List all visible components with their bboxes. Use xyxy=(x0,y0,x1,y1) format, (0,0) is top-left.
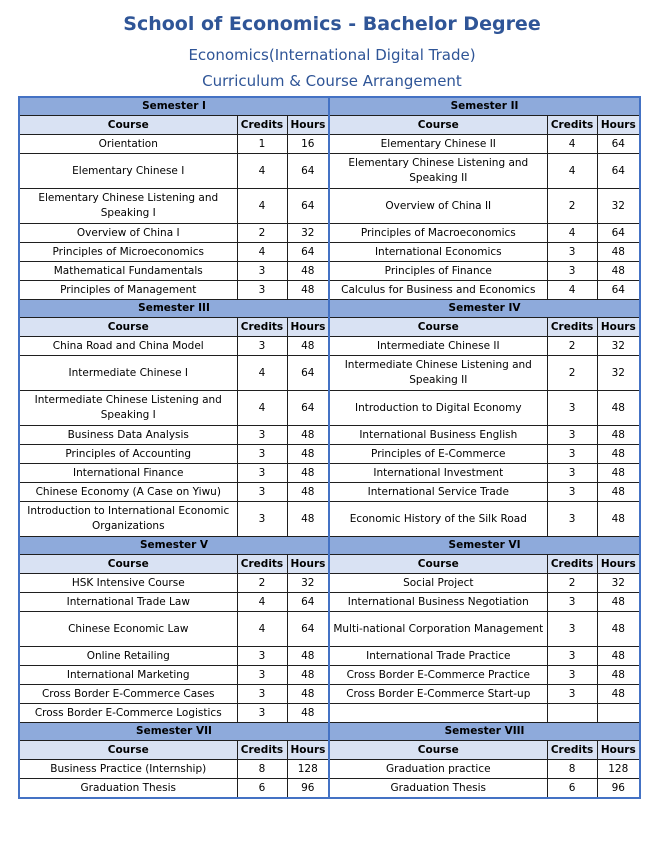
semester-title: Semester I xyxy=(19,97,329,116)
course-cell: International Trade Practice xyxy=(329,647,547,666)
course-cell: Principles of E-Commerce xyxy=(329,445,547,464)
column-header-row xyxy=(19,741,640,760)
credits-cell: 3 xyxy=(547,612,597,647)
course-cell: HSK Intensive Course xyxy=(19,574,237,593)
hours-cell: 64 xyxy=(287,593,329,612)
table-row xyxy=(19,483,640,502)
course-cell: Calculus for Business and Economics xyxy=(329,281,547,300)
semester-title: Semester IV xyxy=(329,300,640,318)
table-row xyxy=(19,154,640,189)
credits-cell: 3 xyxy=(547,593,597,612)
course-cell: Mathematical Fundamentals xyxy=(19,262,237,281)
hours-cell: 64 xyxy=(597,281,640,300)
credits-cell: 3 xyxy=(547,666,597,685)
course-cell: Cross Border E-Commerce Start-up xyxy=(329,685,547,704)
credits-cell: 3 xyxy=(547,391,597,426)
course-column-header: Course xyxy=(19,741,237,760)
hours-cell: 48 xyxy=(287,445,329,464)
table-row xyxy=(19,685,640,704)
course-cell: International Investment xyxy=(329,464,547,483)
table-row xyxy=(19,391,640,426)
hours-cell: 64 xyxy=(287,612,329,647)
table-row xyxy=(19,704,640,723)
hours-cell: 64 xyxy=(287,243,329,262)
hours-cell: 48 xyxy=(597,647,640,666)
course-cell: Business Data Analysis xyxy=(19,426,237,445)
semester-header-row xyxy=(19,723,640,741)
hours-cell: 96 xyxy=(287,779,329,799)
course-column-header: Course xyxy=(329,318,547,337)
course-cell xyxy=(329,704,547,723)
course-cell: Chinese Economic Law xyxy=(19,612,237,647)
course-cell: Economic History of the Silk Road xyxy=(329,502,547,537)
credits-cell: 3 xyxy=(237,502,287,537)
hours-cell: 48 xyxy=(287,685,329,704)
hours-cell: 96 xyxy=(597,779,640,799)
course-cell: Intermediate Chinese Listening and Speaking II xyxy=(329,356,547,391)
hours-column-header: Hours xyxy=(597,116,640,135)
course-column-header: Course xyxy=(19,116,237,135)
course-cell: Intermediate Chinese Listening and Speaking I xyxy=(19,391,237,426)
credits-cell: 3 xyxy=(547,685,597,704)
course-cell: Elementary Chinese Listening and Speaking II xyxy=(329,154,547,189)
column-header-row xyxy=(19,555,640,574)
credits-cell: 4 xyxy=(237,154,287,189)
course-cell: Introduction to International Economic Organizations xyxy=(19,502,237,537)
course-cell: Principles of Microeconomics xyxy=(19,243,237,262)
column-header-row xyxy=(19,116,640,135)
hours-cell: 64 xyxy=(287,391,329,426)
credits-cell: 3 xyxy=(547,502,597,537)
credits-cell: 4 xyxy=(237,189,287,224)
hours-cell: 48 xyxy=(597,666,640,685)
hours-column-header: Hours xyxy=(287,741,329,760)
hours-cell: 64 xyxy=(597,224,640,243)
course-cell: Chinese Economy (A Case on Yiwu) xyxy=(19,483,237,502)
hours-cell: 48 xyxy=(597,426,640,445)
course-cell: Graduation practice xyxy=(329,760,547,779)
course-cell: International Business English xyxy=(329,426,547,445)
credits-cell: 4 xyxy=(547,135,597,154)
course-column-header: Course xyxy=(329,741,547,760)
course-cell: Elementary Chinese I xyxy=(19,154,237,189)
hours-cell: 48 xyxy=(287,464,329,483)
hours-cell: 48 xyxy=(597,243,640,262)
hours-cell: 48 xyxy=(287,426,329,445)
hours-cell: 64 xyxy=(287,189,329,224)
semester-title: Semester V xyxy=(19,537,329,555)
hours-cell: 48 xyxy=(597,445,640,464)
hours-cell: 16 xyxy=(287,135,329,154)
credits-cell: 3 xyxy=(237,445,287,464)
course-cell: Elementary Chinese Listening and Speaking I xyxy=(19,189,237,224)
course-column-header: Course xyxy=(329,116,547,135)
hours-cell: 48 xyxy=(287,502,329,537)
credits-cell: 3 xyxy=(237,666,287,685)
credits-cell: 3 xyxy=(237,262,287,281)
hours-cell: 48 xyxy=(287,647,329,666)
credits-cell: 3 xyxy=(547,445,597,464)
hours-cell xyxy=(597,704,640,723)
table-row xyxy=(19,445,640,464)
semester-title: Semester VII xyxy=(19,723,329,741)
course-cell: International Finance xyxy=(19,464,237,483)
credits-cell: 3 xyxy=(237,685,287,704)
hours-cell: 64 xyxy=(287,154,329,189)
credits-cell: 4 xyxy=(547,224,597,243)
credits-cell xyxy=(547,704,597,723)
credits-cell: 4 xyxy=(237,356,287,391)
page-subtitle: Curriculum & Course Arrangement xyxy=(202,72,462,90)
hours-column-header: Hours xyxy=(597,555,640,574)
hours-cell: 32 xyxy=(287,574,329,593)
course-cell: Introduction to Digital Economy xyxy=(329,391,547,426)
column-header-row xyxy=(19,318,640,337)
credits-cell: 4 xyxy=(237,243,287,262)
hours-column-header: Hours xyxy=(287,318,329,337)
credits-column-header: Credits xyxy=(237,318,287,337)
course-cell: International Trade Law xyxy=(19,593,237,612)
credits-cell: 4 xyxy=(547,154,597,189)
credits-column-header: Credits xyxy=(237,555,287,574)
page-title: School of Economics - Bachelor Degree xyxy=(123,13,541,35)
credits-cell: 1 xyxy=(237,135,287,154)
semester-header-row xyxy=(19,97,640,116)
table-row xyxy=(19,243,640,262)
hours-column-header: Hours xyxy=(287,116,329,135)
credits-cell: 3 xyxy=(237,647,287,666)
curriculum-table xyxy=(18,96,641,799)
table-row xyxy=(19,224,640,243)
credits-cell: 3 xyxy=(547,262,597,281)
hours-cell: 48 xyxy=(287,262,329,281)
course-cell: Principles of Accounting xyxy=(19,445,237,464)
course-cell: Overview of China I xyxy=(19,224,237,243)
hours-cell: 32 xyxy=(597,574,640,593)
credits-column-header: Credits xyxy=(547,116,597,135)
hours-cell: 64 xyxy=(597,154,640,189)
credits-cell: 6 xyxy=(547,779,597,799)
credits-cell: 4 xyxy=(237,612,287,647)
course-cell: Orientation xyxy=(19,135,237,154)
table-row xyxy=(19,666,640,685)
course-cell: International Business Negotiation xyxy=(329,593,547,612)
hours-cell: 64 xyxy=(287,356,329,391)
credits-cell: 4 xyxy=(237,391,287,426)
hours-cell: 32 xyxy=(597,356,640,391)
credits-column-header: Credits xyxy=(547,555,597,574)
hours-cell: 48 xyxy=(287,337,329,356)
credits-cell: 3 xyxy=(547,243,597,262)
semester-header-row xyxy=(19,537,640,555)
course-column-header: Course xyxy=(329,555,547,574)
credits-cell: 3 xyxy=(547,483,597,502)
course-cell: Principles of Management xyxy=(19,281,237,300)
credits-cell: 3 xyxy=(237,281,287,300)
course-cell: Business Practice (Internship) xyxy=(19,760,237,779)
course-cell: Multi-national Corporation Management xyxy=(329,612,547,647)
course-cell: Cross Border E-Commerce Cases xyxy=(19,685,237,704)
course-cell: Online Retailing xyxy=(19,647,237,666)
hours-cell: 48 xyxy=(287,666,329,685)
course-cell: International Marketing xyxy=(19,666,237,685)
hours-cell: 32 xyxy=(597,189,640,224)
credits-cell: 3 xyxy=(547,647,597,666)
course-cell: Graduation Thesis xyxy=(19,779,237,799)
course-cell: Elementary Chinese II xyxy=(329,135,547,154)
table-row xyxy=(19,356,640,391)
credits-cell: 4 xyxy=(547,281,597,300)
hours-cell: 48 xyxy=(597,464,640,483)
semester-header-row xyxy=(19,300,640,318)
hours-cell: 48 xyxy=(597,483,640,502)
credits-cell: 8 xyxy=(237,760,287,779)
table-row xyxy=(19,502,640,537)
semester-title: Semester VI xyxy=(329,537,640,555)
credits-cell: 2 xyxy=(237,224,287,243)
course-cell: China Road and China Model xyxy=(19,337,237,356)
hours-cell: 48 xyxy=(597,612,640,647)
table-row xyxy=(19,426,640,445)
credits-cell: 3 xyxy=(237,426,287,445)
hours-cell: 32 xyxy=(597,337,640,356)
credits-cell: 3 xyxy=(547,426,597,445)
credits-cell: 3 xyxy=(237,337,287,356)
table-row xyxy=(19,647,640,666)
course-column-header: Course xyxy=(19,318,237,337)
table-row xyxy=(19,593,640,612)
table-row xyxy=(19,135,640,154)
course-cell: Principles of Macroeconomics xyxy=(329,224,547,243)
table-row xyxy=(19,337,640,356)
credits-cell: 3 xyxy=(237,483,287,502)
semester-title: Semester VIII xyxy=(329,723,640,741)
credits-cell: 2 xyxy=(547,337,597,356)
course-cell: Intermediate Chinese I xyxy=(19,356,237,391)
semester-title: Semester III xyxy=(19,300,329,318)
credits-column-header: Credits xyxy=(237,116,287,135)
course-column-header: Course xyxy=(19,555,237,574)
table-row xyxy=(19,189,640,224)
table-row xyxy=(19,760,640,779)
credits-cell: 4 xyxy=(237,593,287,612)
hours-cell: 128 xyxy=(287,760,329,779)
course-cell: Principles of Finance xyxy=(329,262,547,281)
hours-column-header: Hours xyxy=(597,741,640,760)
table-row xyxy=(19,262,640,281)
credits-cell: 2 xyxy=(547,574,597,593)
credits-cell: 8 xyxy=(547,760,597,779)
hours-cell: 48 xyxy=(597,593,640,612)
credits-cell: 3 xyxy=(237,704,287,723)
course-cell: Intermediate Chinese II xyxy=(329,337,547,356)
hours-cell: 48 xyxy=(597,502,640,537)
hours-column-header: Hours xyxy=(287,555,329,574)
credits-cell: 2 xyxy=(547,189,597,224)
course-cell: Cross Border E-Commerce Logistics xyxy=(19,704,237,723)
table-row xyxy=(19,612,640,647)
credits-cell: 3 xyxy=(547,464,597,483)
table-row xyxy=(19,464,640,483)
hours-cell: 128 xyxy=(597,760,640,779)
course-cell: Social Project xyxy=(329,574,547,593)
hours-cell: 64 xyxy=(597,135,640,154)
course-cell: International Economics xyxy=(329,243,547,262)
hours-cell: 48 xyxy=(287,483,329,502)
credits-column-header: Credits xyxy=(547,318,597,337)
credits-cell: 2 xyxy=(547,356,597,391)
hours-cell: 32 xyxy=(287,224,329,243)
hours-cell: 48 xyxy=(597,262,640,281)
course-cell: International Service Trade xyxy=(329,483,547,502)
credits-cell: 6 xyxy=(237,779,287,799)
credits-column-header: Credits xyxy=(547,741,597,760)
course-cell: Overview of China II xyxy=(329,189,547,224)
course-cell: Cross Border E-Commerce Practice xyxy=(329,666,547,685)
credits-cell: 3 xyxy=(237,464,287,483)
course-cell: Graduation Thesis xyxy=(329,779,547,799)
semester-title: Semester II xyxy=(329,97,640,116)
hours-cell: 48 xyxy=(287,704,329,723)
credits-column-header: Credits xyxy=(237,741,287,760)
hours-cell: 48 xyxy=(287,281,329,300)
table-row xyxy=(19,574,640,593)
hours-cell: 48 xyxy=(597,685,640,704)
hours-column-header: Hours xyxy=(597,318,640,337)
credits-cell: 2 xyxy=(237,574,287,593)
table-row xyxy=(19,779,640,799)
table-row xyxy=(19,281,640,300)
hours-cell: 48 xyxy=(597,391,640,426)
program-name: Economics(International Digital Trade) xyxy=(188,46,476,64)
